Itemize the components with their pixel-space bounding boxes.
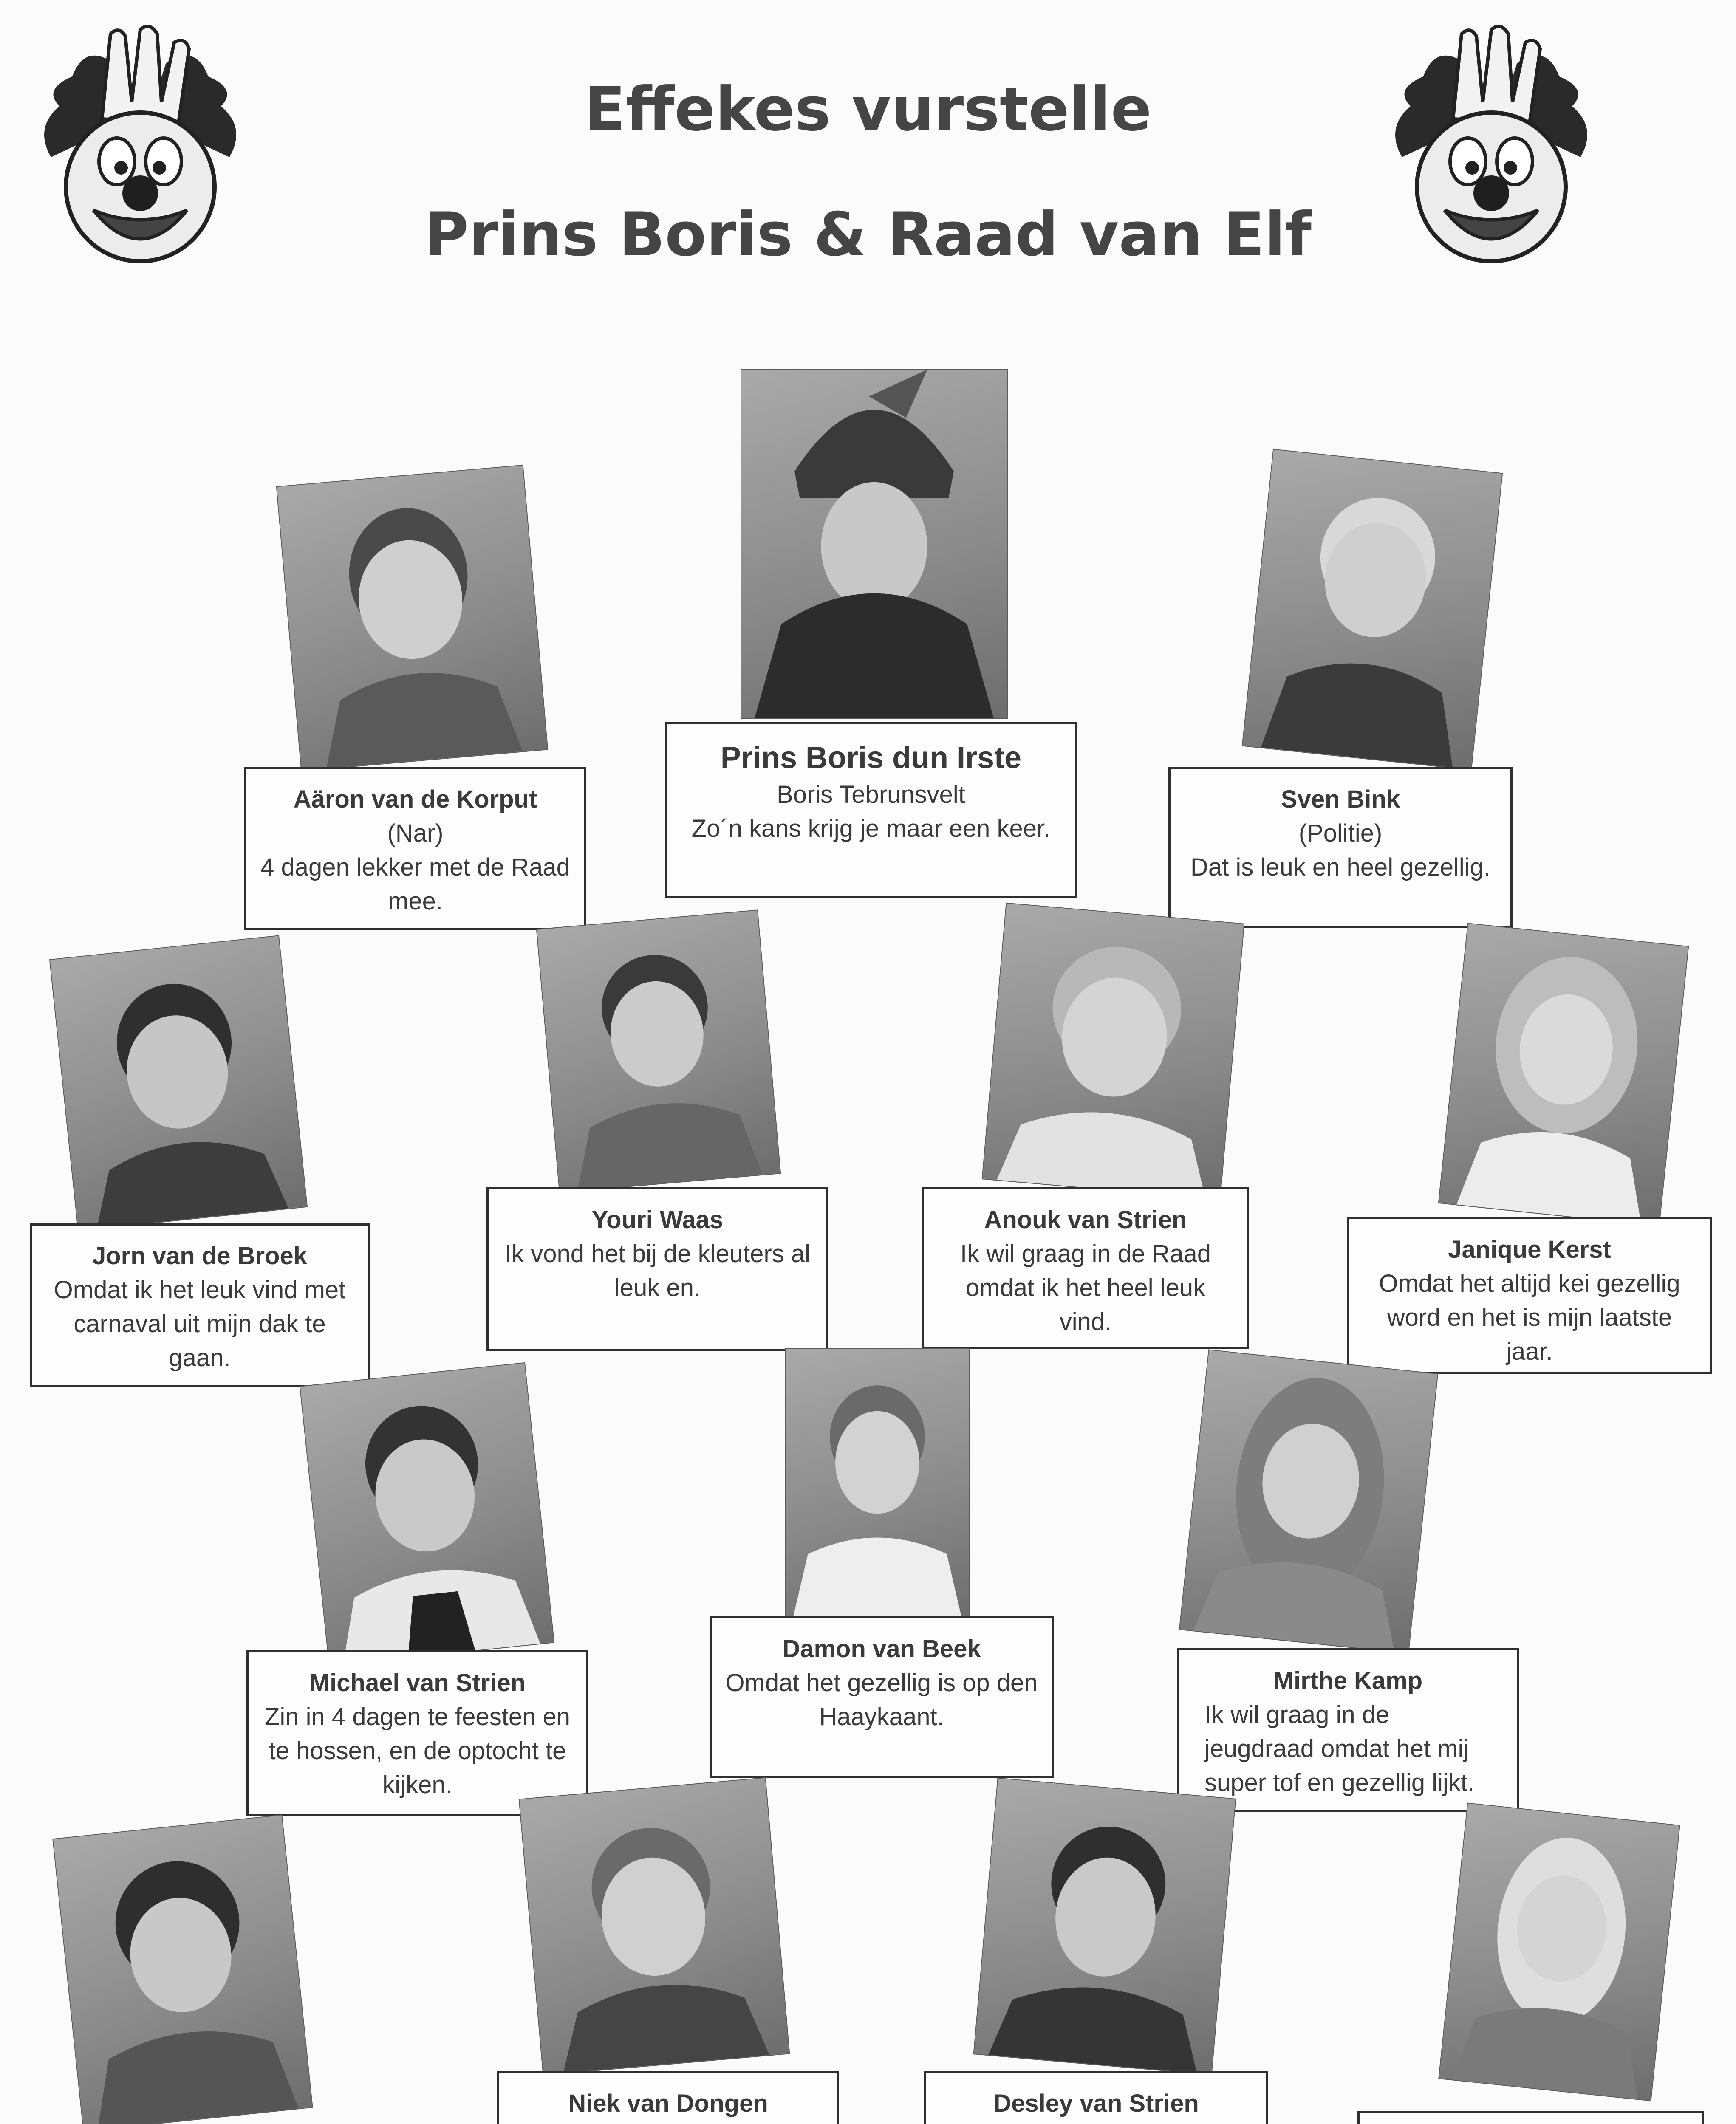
member-card-femke [1357,2111,1704,2124]
photo-anouk [983,904,1244,1199]
member-name: Youri Waas [591,1206,724,1234]
member-name: Aäron van de Korput [293,785,537,813]
photo-sven [1243,450,1502,770]
member-card-niek [497,2071,839,2124]
member-text: Omdat het altijd kei gezellig word en het is mijn laatste jaar. [1379,1270,1680,1365]
member-card-anouk [922,1187,1249,1349]
photo-mirthe [1180,1350,1437,1653]
photo-prins-boris [741,370,1007,718]
member-subtitle: (Politie) [1298,819,1383,847]
photo-niek [520,1778,789,2075]
member-card-mirthe [1177,1648,1519,1812]
member-name: Janique Kerst [1448,1236,1611,1263]
photo-jorn [50,936,307,1231]
page-title: Effekes vurstelle [584,74,1152,144]
member-text: Ik wil graag in de jeugdraad omdat het mij super tof en gezellig lijkt. [1204,1701,1475,1796]
photo-damon [786,1349,969,1616]
member-name: Mirthe Kamp [1273,1667,1423,1695]
member-card-michael [246,1650,588,1816]
member-text: Ik wil graag in de Raad omdat ik het heel leuk vind. [960,1240,1211,1336]
member-text: Omdat ik het leuk vind met carnaval uit mijn dak te gaan. [54,1276,346,1372]
member-text [926,2121,1266,2124]
photo-michael [300,1363,554,1666]
photo-youri [537,911,780,1192]
photo-janique [1439,924,1688,1226]
member-card-desley [924,2071,1268,2124]
member-card-prins [665,722,1077,898]
member-card-jorn [30,1223,370,1387]
photo-jurre [53,1816,312,2124]
member-text: Dat is leuk en heel gezellig. [1190,853,1491,881]
member-text: Zo´n kans krijg je maar een keer. [691,815,1051,842]
member-card-youri [486,1187,828,1351]
photo-desley [974,1779,1236,2074]
photo-aaron [277,466,547,771]
member-name: Sven Bink [1281,785,1400,813]
member-text [499,2121,837,2124]
member-text: Zin in 4 dagen te feesten en te hossen, en de optocht te kijken. [264,1703,571,1799]
member-card-janique [1347,1217,1712,1374]
member-name: Jorn van de Broek [92,1242,308,1270]
page-subtitle: Prins Boris & Raad van Elf [424,200,1312,270]
member-name: Desley van Strien [993,2090,1199,2117]
member-card-aaron [244,767,586,930]
member-name: Michael van Strien [309,1669,526,1697]
member-card-sven [1168,767,1513,928]
member-name: Prins Boris dun Irste [720,741,1022,775]
member-subtitle: (Nar) [387,819,444,847]
member-card-damon [710,1616,1054,1778]
member-name: Anouk van Strien [984,1206,1187,1234]
member-subtitle: Boris Tebrunsvelt [777,781,965,808]
member-name: Niek van Dongen [568,2090,768,2117]
member-text: Ik vond het bij de kleuters al leuk en. [505,1240,810,1302]
member-text: Omdat het gezellig is op den Haaykaant. [725,1669,1038,1731]
photo-femke [1439,1804,1679,2101]
member-name: Damon van Beek [782,1635,981,1663]
member-text: 4 dagen lekker met de Raad mee. [260,853,570,915]
